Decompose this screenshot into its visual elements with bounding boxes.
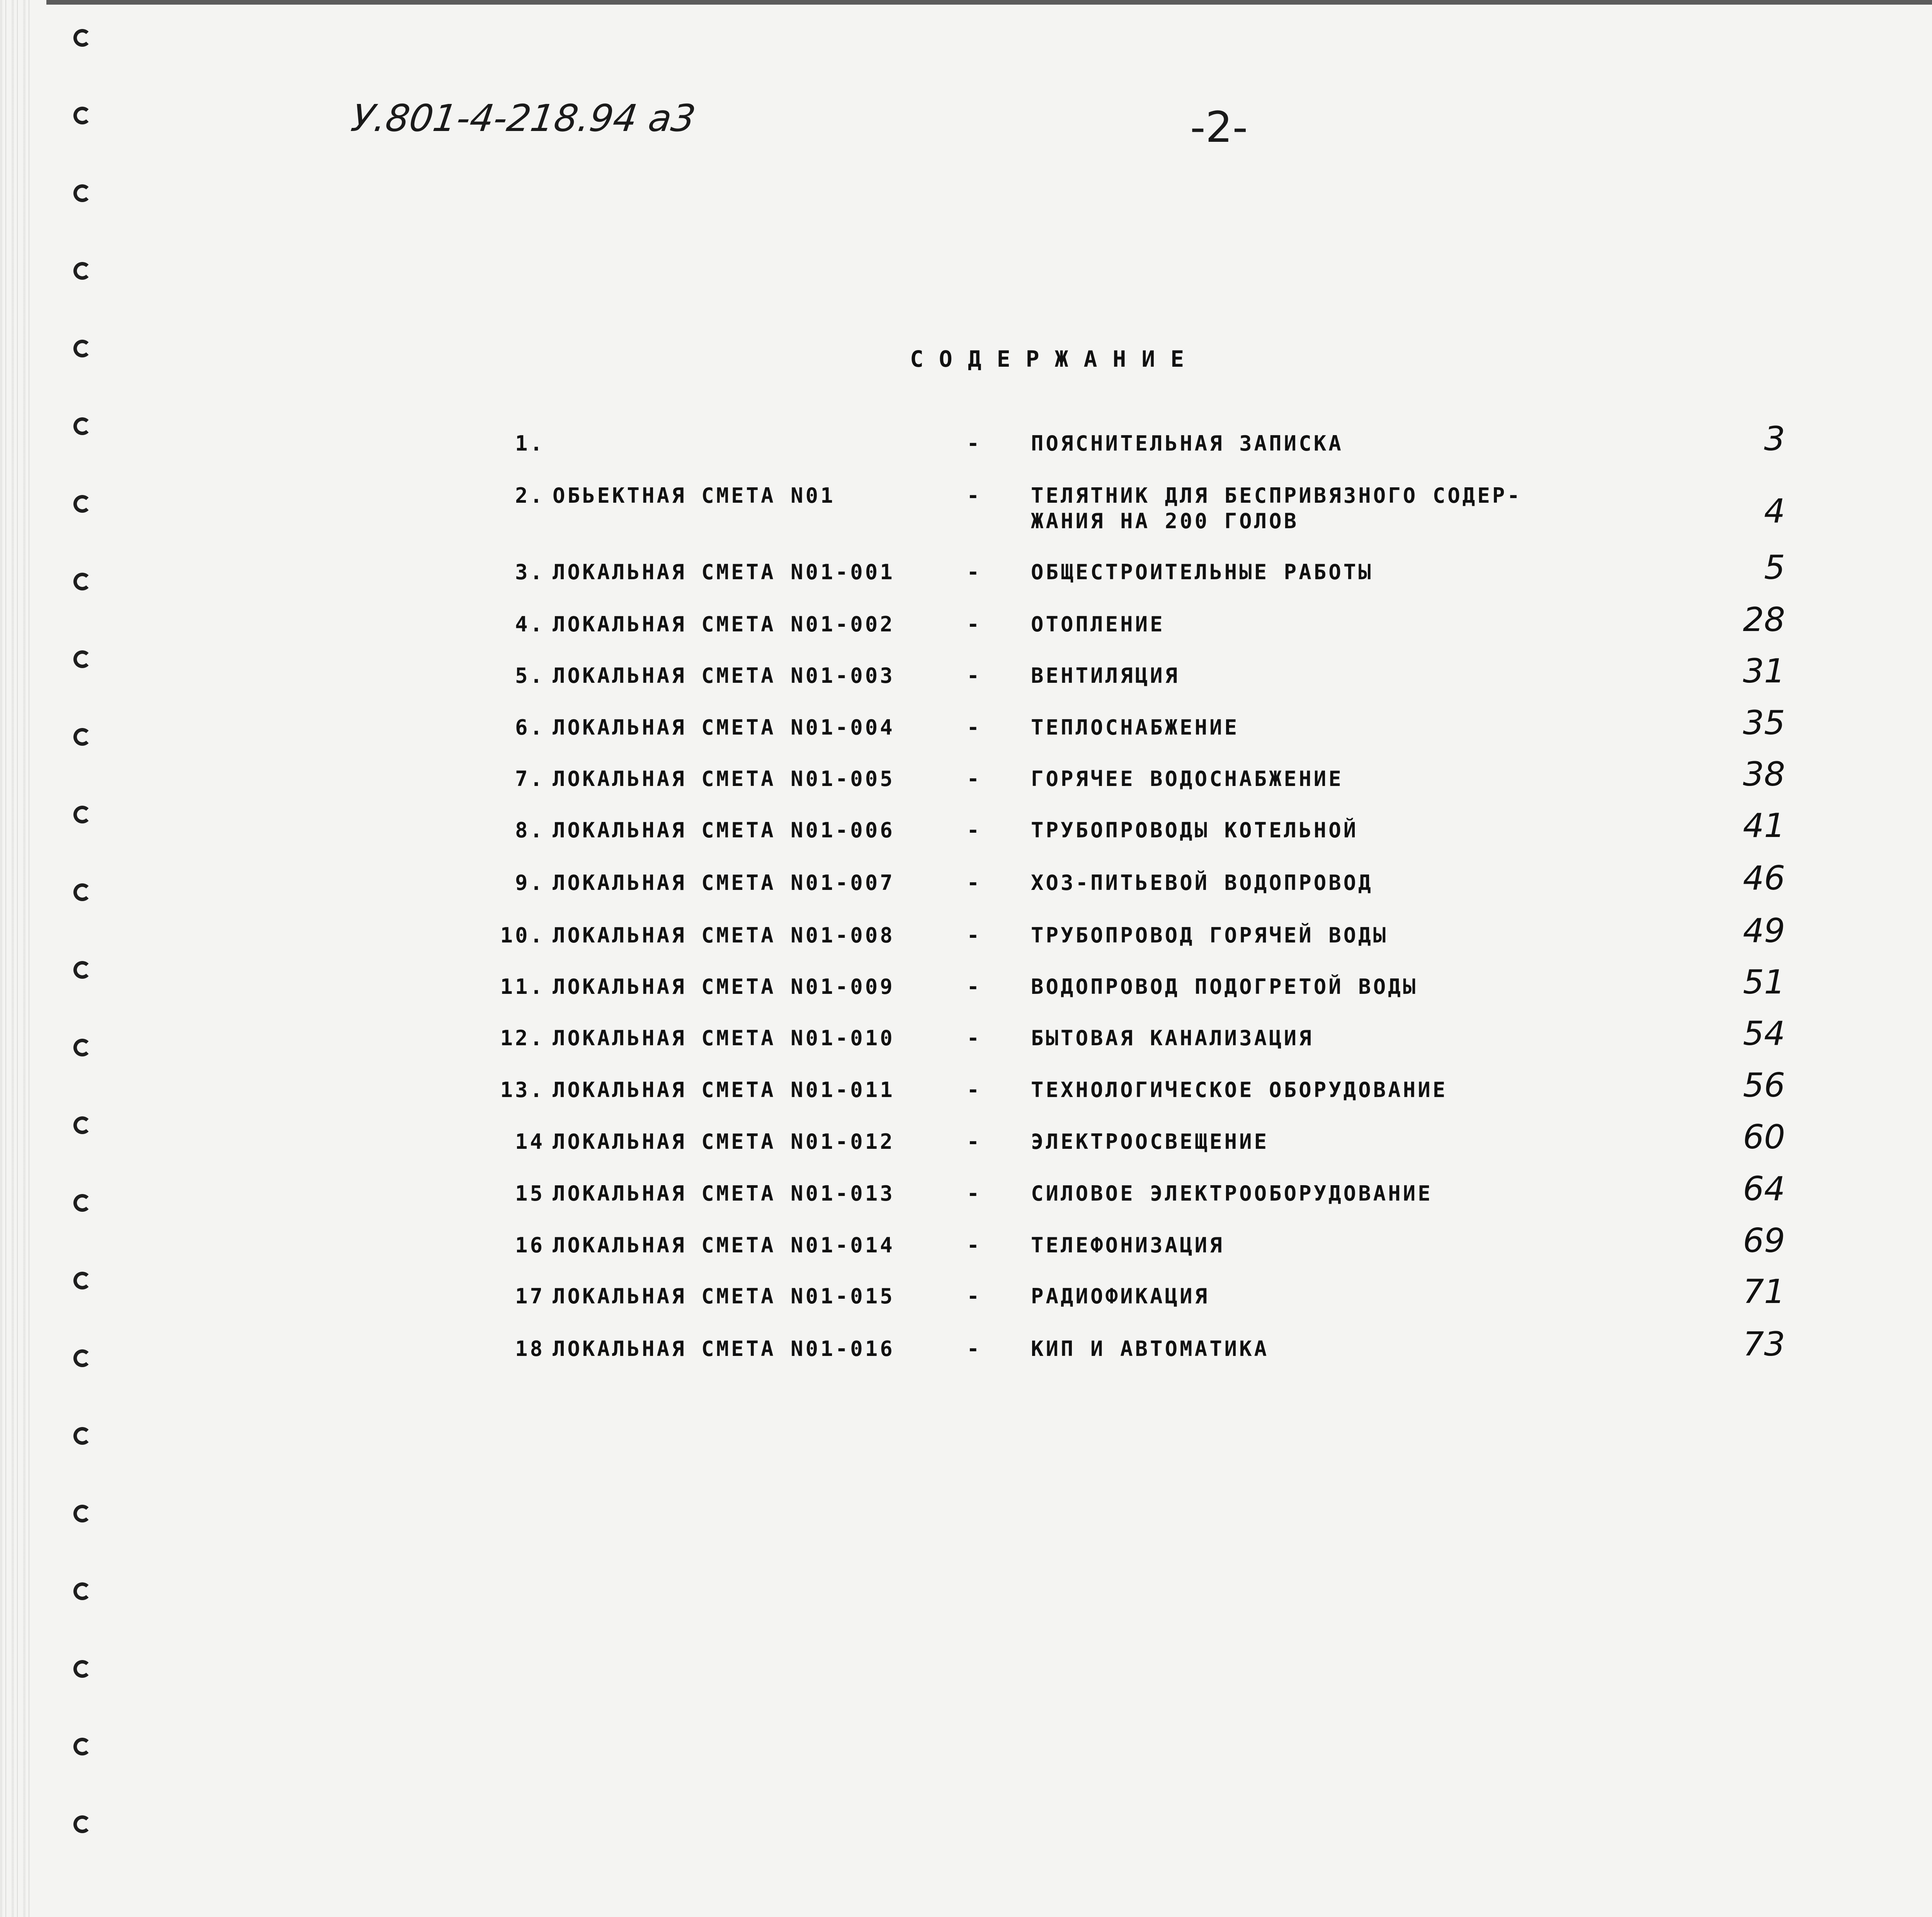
toc-dash: - bbox=[967, 871, 982, 895]
page-label: -2- bbox=[1190, 102, 1248, 152]
toc-item-number: 12. bbox=[500, 1026, 545, 1050]
toc-description: ТРУБОПРОВОД ГОРЯЧЕЙ ВОДЫ bbox=[1031, 923, 1388, 947]
document-code: У.801-4-218.94 а3 bbox=[349, 97, 698, 140]
toc-description: ТЕПЛОСНАБЖЕНИЕ bbox=[1031, 715, 1240, 740]
toc-estimate-name: ЛОКАЛЬНАЯ СМЕТА N01-016 bbox=[553, 1337, 895, 1361]
page-title: СОДЕРЖАНИЕ bbox=[910, 346, 1200, 372]
perforation-hole bbox=[73, 184, 91, 202]
perforation-hole bbox=[73, 1427, 91, 1445]
toc-item-number: 3. bbox=[515, 560, 545, 584]
toc-dash: - bbox=[967, 1078, 982, 1102]
toc-item-number: 1. bbox=[515, 431, 545, 456]
toc-item-number: 17 bbox=[515, 1284, 545, 1308]
perforation-hole bbox=[73, 340, 91, 357]
toc-row bbox=[0, 420, 1932, 477]
toc-row bbox=[0, 1272, 1932, 1330]
toc-page-number: 46 bbox=[1743, 859, 1785, 898]
toc-row bbox=[0, 600, 1932, 658]
toc-row bbox=[0, 1170, 1932, 1227]
toc-description: РАДИОФИКАЦИЯ bbox=[1031, 1284, 1210, 1308]
toc-item-number: 15 bbox=[515, 1181, 545, 1206]
toc-dash: - bbox=[967, 560, 982, 584]
toc-item-number: 11. bbox=[500, 975, 545, 999]
toc-estimate-name: ЛОКАЛЬНАЯ СМЕТА N01-004 bbox=[553, 715, 895, 740]
toc-estimate-name: ЛОКАЛЬНАЯ СМЕТА N01-013 bbox=[553, 1181, 895, 1206]
toc-page-number: 51 bbox=[1743, 963, 1785, 1002]
toc-page-number: 3 bbox=[1764, 420, 1785, 458]
toc-row bbox=[0, 859, 1932, 917]
perforation-hole bbox=[73, 1660, 91, 1678]
toc-item-number: 5. bbox=[515, 663, 545, 688]
toc-row bbox=[0, 652, 1932, 709]
toc-item-number: 9. bbox=[515, 871, 545, 895]
perforation-hole bbox=[73, 262, 91, 280]
toc-row bbox=[0, 1118, 1932, 1175]
toc-row bbox=[0, 1014, 1932, 1072]
toc-dash: - bbox=[967, 818, 982, 842]
perforation-hole bbox=[73, 107, 91, 124]
toc-estimate-name: ЛОКАЛЬНАЯ СМЕТА N01-014 bbox=[553, 1233, 895, 1257]
toc-page-number: 28 bbox=[1743, 600, 1785, 639]
toc-dash: - bbox=[967, 1026, 982, 1050]
toc-description: ВЕНТИЛЯЦИЯ bbox=[1031, 663, 1180, 688]
toc-estimate-name: ЛОКАЛЬНАЯ СМЕТА N01-012 bbox=[553, 1129, 895, 1154]
toc-page-number: 38 bbox=[1743, 755, 1785, 794]
toc-description: КИП И АВТОМАТИКА bbox=[1031, 1337, 1269, 1361]
toc-dash: - bbox=[967, 1284, 982, 1308]
toc-description: БЫТОВАЯ КАНАЛИЗАЦИЯ bbox=[1031, 1026, 1314, 1050]
toc-description: ТЕЛЕФОНИЗАЦИЯ bbox=[1031, 1233, 1225, 1257]
toc-description-line: ТЕЛЯТНИК ДЛЯ БЕСПРИВЯЗНОГО СОДЕР- bbox=[1031, 483, 1522, 508]
toc-page-number: 73 bbox=[1743, 1325, 1785, 1364]
toc-estimate-name: ЛОКАЛЬНАЯ СМЕТА N01-002 bbox=[553, 612, 895, 636]
perforation-hole bbox=[73, 1582, 91, 1600]
toc-estimate-name: ЛОКАЛЬНАЯ СМЕТА N01-015 bbox=[553, 1284, 895, 1308]
toc-item-number: 16 bbox=[515, 1233, 545, 1257]
toc-estimate-name: ЛОКАЛЬНАЯ СМЕТА N01-010 bbox=[553, 1026, 895, 1050]
toc-row bbox=[0, 912, 1932, 969]
toc-row bbox=[0, 1221, 1932, 1279]
toc-page-number: 41 bbox=[1743, 806, 1785, 845]
toc-estimate-name: ЛОКАЛЬНАЯ СМЕТА N01-006 bbox=[553, 818, 895, 842]
toc-row bbox=[0, 1066, 1932, 1124]
toc-description: ГОРЯЧЕЕ ВОДОСНАБЖЕНИЕ bbox=[1031, 767, 1344, 791]
toc-item-number: 18 bbox=[515, 1337, 545, 1361]
toc-item-number: 14 bbox=[515, 1129, 545, 1154]
toc-page-number: 71 bbox=[1743, 1272, 1785, 1311]
toc-dash: - bbox=[967, 612, 982, 636]
toc-page-number: 60 bbox=[1743, 1118, 1785, 1157]
toc-estimate-name: ЛОКАЛЬНАЯ СМЕТА N01-003 bbox=[553, 663, 895, 688]
toc-row bbox=[0, 963, 1932, 1021]
toc-description: СИЛОВОЕ ЭЛЕКТРООБОРУДОВАНИЕ bbox=[1031, 1181, 1433, 1206]
toc-item-number: 4. bbox=[515, 612, 545, 636]
toc-row bbox=[0, 548, 1932, 606]
toc-estimate-name: ЛОКАЛЬНАЯ СМЕТА N01-009 bbox=[553, 975, 895, 999]
toc-estimate-name: ЛОКАЛЬНАЯ СМЕТА N01-005 bbox=[553, 767, 895, 791]
toc-item-number: 7. bbox=[515, 767, 545, 791]
toc-dash: - bbox=[967, 663, 982, 688]
toc-description: ОТОПЛЕНИЕ bbox=[1031, 612, 1165, 636]
toc-page-number: 69 bbox=[1743, 1221, 1785, 1260]
perforation-hole bbox=[73, 1738, 91, 1755]
toc-dash: - bbox=[967, 715, 982, 740]
toc-row bbox=[0, 1325, 1932, 1383]
toc-description: ХОЗ-ПИТЬЕВОЙ ВОДОПРОВОД bbox=[1031, 871, 1373, 895]
toc-row bbox=[0, 806, 1932, 864]
toc-estimate-name: ЛОКАЛЬНАЯ СМЕТА N01-008 bbox=[553, 923, 895, 947]
toc-dash: - bbox=[967, 975, 982, 999]
toc-dash: - bbox=[967, 483, 982, 508]
toc-page-number: 31 bbox=[1743, 652, 1785, 691]
toc-dash: - bbox=[967, 1129, 982, 1154]
toc-item-number: 13. bbox=[500, 1078, 545, 1102]
toc-dash: - bbox=[967, 1337, 982, 1361]
toc-description: ОБЩЕСТРОИТЕЛЬНЫЕ РАБОТЫ bbox=[1031, 560, 1373, 584]
toc-estimate-name: ЛОКАЛЬНАЯ СМЕТА N01-007 bbox=[553, 871, 895, 895]
toc-page-number: 49 bbox=[1743, 912, 1785, 950]
toc-page-number: 54 bbox=[1743, 1014, 1785, 1053]
toc-page-number: 4 bbox=[1764, 492, 1785, 531]
toc-row bbox=[0, 755, 1932, 813]
toc-item-number: 8. bbox=[515, 818, 545, 842]
toc-description: ПОЯСНИТЕЛЬНАЯ ЗАПИСКА bbox=[1031, 431, 1344, 456]
toc-dash: - bbox=[967, 431, 982, 456]
toc-item-number: 2. bbox=[515, 483, 545, 508]
toc-item-number: 10. bbox=[500, 923, 545, 947]
toc-page-number: 64 bbox=[1743, 1170, 1785, 1208]
toc-dash: - bbox=[967, 923, 982, 947]
toc-page-number: 5 bbox=[1764, 548, 1785, 587]
toc-description: ВОДОПРОВОД ПОДОГРЕТОЙ ВОДЫ bbox=[1031, 975, 1418, 999]
toc-description bbox=[1031, 483, 1522, 534]
toc-description: ЭЛЕКТРООСВЕЩЕНИЕ bbox=[1031, 1129, 1269, 1154]
toc-estimate-name: ЛОКАЛЬНАЯ СМЕТА N01-011 bbox=[553, 1078, 895, 1102]
toc-page-number: 35 bbox=[1743, 704, 1785, 742]
toc-estimate-name: ЛОКАЛЬНАЯ СМЕТА N01-001 bbox=[553, 560, 895, 584]
toc-description-line: ЖАНИЯ НА 200 ГОЛОВ bbox=[1031, 509, 1299, 533]
toc-dash: - bbox=[967, 1181, 982, 1206]
perforation-hole bbox=[73, 1815, 91, 1833]
toc-description: ТРУБОПРОВОДЫ КОТЕЛЬНОЙ bbox=[1031, 818, 1359, 842]
perforation-hole bbox=[73, 29, 91, 47]
toc-dash: - bbox=[967, 1233, 982, 1257]
toc-estimate-name: ОБЬЕКТНАЯ СМЕТА N01 bbox=[553, 483, 835, 508]
toc-description: ТЕХНОЛОГИЧЕСКОЕ ОБОРУДОВАНИЕ bbox=[1031, 1078, 1448, 1102]
toc-page-number: 56 bbox=[1743, 1066, 1785, 1105]
toc-row bbox=[0, 704, 1932, 761]
perforation-hole bbox=[73, 1505, 91, 1522]
toc-row bbox=[0, 483, 1932, 533]
toc-item-number: 6. bbox=[515, 715, 545, 740]
toc-dash: - bbox=[967, 767, 982, 791]
scan-top-border bbox=[46, 0, 1932, 5]
